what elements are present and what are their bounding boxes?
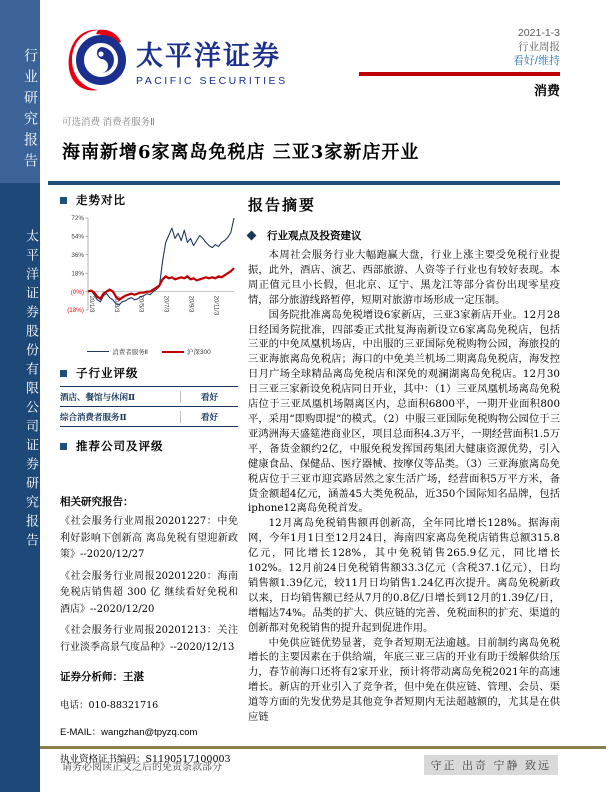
svg-text:20/5/3: 20/5/3: [137, 295, 144, 313]
square-bullet-icon: [60, 443, 67, 450]
summary-paragraph: 国务院批准离岛免税增设6家新店，三亚3家新店开业。12月28日经国务院批准，四部委正式批复海南新设立6家离岛免税店，包括三亚的中免凤凰机场店，中出服的三亚国际免税购物公园，海旅投的三亚海旅离岛免税店；海口的中免美兰机场二期离岛免税店，海发控日月广场全球精品离岛免税店和深免的观澜湖离岛免税店。12月30日三亚三家新设免税店同日开业，其中：（1）三亚凤凰机场离岛免税店位于三亚凤凰机场隔离区内，总面积6800平，一期开业面积800平，采用“即购即提”的模式。（2）中服三亚国际免税购物公园位于三亚鸿洲海天盛筵港商业区，项目总面积4.3万平，一期经营面积1.5万平，备货金额约2亿，中服免税发挥国药集团大健康资源优势，引入健康食品、保健品、医疗器械、按摩仪等品类。（3）三亚海旅离岛免税店位于三亚市迎宾路居然之家生活广场，经营面积5万平方米，备货金额超4亿元，涵盖45大类免税品，近350个国际知名品牌，包括iphone12离岛免税首发。: [248, 308, 560, 515]
view-section-title: 行业观点及投资建议: [267, 230, 362, 242]
report-type: 行业周报: [518, 41, 560, 53]
sidebar-company-line: 太平洋证券股份有限公司证券研究报告: [23, 229, 38, 552]
report-date: 2021-1-3: [517, 27, 560, 39]
summary-title: 报告摘要: [248, 196, 317, 214]
industry-rating: 看好/维持: [512, 55, 560, 67]
sidebar-bottom-band: [0, 183, 40, 792]
svg-text:(0%): (0%): [70, 288, 84, 296]
legend-item: [162, 347, 211, 356]
list-item: 《社会服务行业周报20201227：中免利好影响下创新高 离岛免税有望迎新政策》--2020/12/27: [60, 516, 238, 560]
svg-text:(18%): (18%): [67, 307, 84, 315]
recommend-section-head: [60, 438, 238, 454]
sidebar-report-type: 行业研究报告: [22, 48, 38, 174]
svg-text:18%: 18%: [71, 270, 84, 278]
left-column: [60, 192, 238, 765]
logo-name-en: PACIFIC SECURITIES: [136, 74, 288, 87]
legend-line-red-icon: [162, 351, 184, 353]
trend-section-head: [60, 192, 238, 208]
trend-chart-svg: [60, 212, 238, 342]
subrating-section-title: 子行业评级: [76, 366, 139, 380]
svg-text:20/3/3: 20/3/3: [112, 295, 119, 313]
title-divider: [48, 181, 560, 185]
diamond-bullet-icon: [247, 231, 257, 241]
company-logo: [68, 26, 288, 94]
analyst-phone: 电话：010-88321716: [60, 700, 159, 711]
subrating-table: [60, 386, 238, 427]
legend-label: 消费者服务Ⅱ: [112, 349, 148, 356]
view-section-head: [248, 228, 560, 243]
list-item: 《社会服务行业周报20201213：关注行业淡季高景气度品种》--2020/12/13: [60, 625, 238, 653]
summary-paragraph: 中免供应链优势显著，竞争者短期无法逾越。目前制约离岛免税增长的主要因素在于供给端，年底三亚三店的开业有助于缓解供给压力，春节前海口还将有2家开业，预计将带动离岛免税2021年的高速增长。新店的开业引入了竞争者，但中免在供应链、管理、会员、渠道等方面的先发优势是其他竞争者短期内无法超越额的，尤其是在供应链: [248, 636, 560, 724]
subrating-section-head: [60, 365, 238, 381]
recommend-section-title: 推荐公司及评级: [76, 439, 164, 453]
list-item: 《社会服务行业周报20201220：海南免税店销售超 300 亿 继续看好免税和酒店》--2020/12/20: [60, 570, 238, 615]
footer-divider: [40, 746, 606, 749]
square-bullet-icon: [60, 197, 67, 204]
red-divider: [359, 72, 560, 76]
sidebar-top-band: [0, 0, 40, 183]
subindustry-rating: 看好: [180, 391, 238, 403]
analyst-name: 证券分析师：王湛: [60, 671, 144, 683]
legend-line-blue-icon: [87, 351, 109, 352]
legend-item: [87, 347, 148, 356]
sector-label: 消费: [533, 82, 560, 98]
subindustry-name: 酒店、餐馆与休闲Ⅱ: [60, 392, 136, 403]
pacific-securities-logo-icon: [68, 26, 130, 94]
table-row: [60, 406, 238, 426]
summary-column: [248, 194, 560, 725]
svg-text:54%: 54%: [71, 233, 84, 241]
company-motto: 守正 出奇 宁静 致远: [424, 755, 559, 775]
chart-legend: [60, 347, 238, 356]
page-title: 海南新增6家离岛免税店 三亚3家新店开业: [62, 142, 420, 163]
analyst-cert: 执业资格证书编码：S1190517100003: [60, 754, 231, 765]
subindustry-name: 综合消费者服务Ⅱ: [60, 412, 127, 423]
table-row: [60, 386, 238, 406]
summary-paragraph: 本周社会服务行业大幅跑赢大盘，行业上涨主要受免税行业提振，此外，酒店、演艺、西部旅游、人资等子行业也有较好表现。本周正值元旦小长假，但北京、辽宁、黑龙江等部分省份出现零星疫情，部分旅游线路暂停，短期对旅游市场形成一定压制。: [248, 249, 560, 306]
svg-text:36%: 36%: [71, 252, 84, 259]
summary-paragraph: 12月离岛免税销售额再创新高，全年同比增长128%。据海南网，今年1月1日至12月24日，海南四家离岛免税店销售总额315.8亿元，同比增长128%，其中免税销售265.9亿元，同比增长102%。12月前24日免税销售额33.3亿元（含税37.1亿元），日均销售额1.39亿元，较11月日均销售1.24亿再次提升。离岛免税新政以来，日均销售额已经从7月的0.8亿/日增长到12月的1.39亿/日，增幅达74%。品类的扩大、供应链的完善、免税面积的扩充、渠道的创新都对免税销售的提升起到促进作用。: [248, 517, 560, 634]
svg-text:20/7/3: 20/7/3: [162, 295, 169, 313]
header-meta: [359, 26, 560, 99]
legend-label: 沪深300: [186, 349, 211, 356]
disclaimer-note: 请务必阅读正文之后的免责条款部分: [62, 762, 222, 773]
breadcrumb: 可选消费 消费者服务Ⅱ: [62, 117, 155, 128]
subindustry-rating: 看好: [180, 411, 238, 423]
square-bullet-icon: [60, 370, 67, 377]
svg-text:20/11/3: 20/11/3: [212, 295, 219, 316]
related-reports-title: 相关研究报告：: [60, 496, 134, 508]
trend-section-title: 走势对比: [76, 193, 126, 207]
svg-text:20/9/3: 20/9/3: [187, 295, 194, 313]
svg-text:72%: 72%: [71, 215, 84, 223]
svg-text:20/1/3: 20/1/3: [88, 295, 94, 313]
analyst-email: E-MAIL：wangzhan@tpyzq.com: [60, 727, 198, 738]
logo-name-cn: 太平洋证券: [136, 40, 281, 72]
